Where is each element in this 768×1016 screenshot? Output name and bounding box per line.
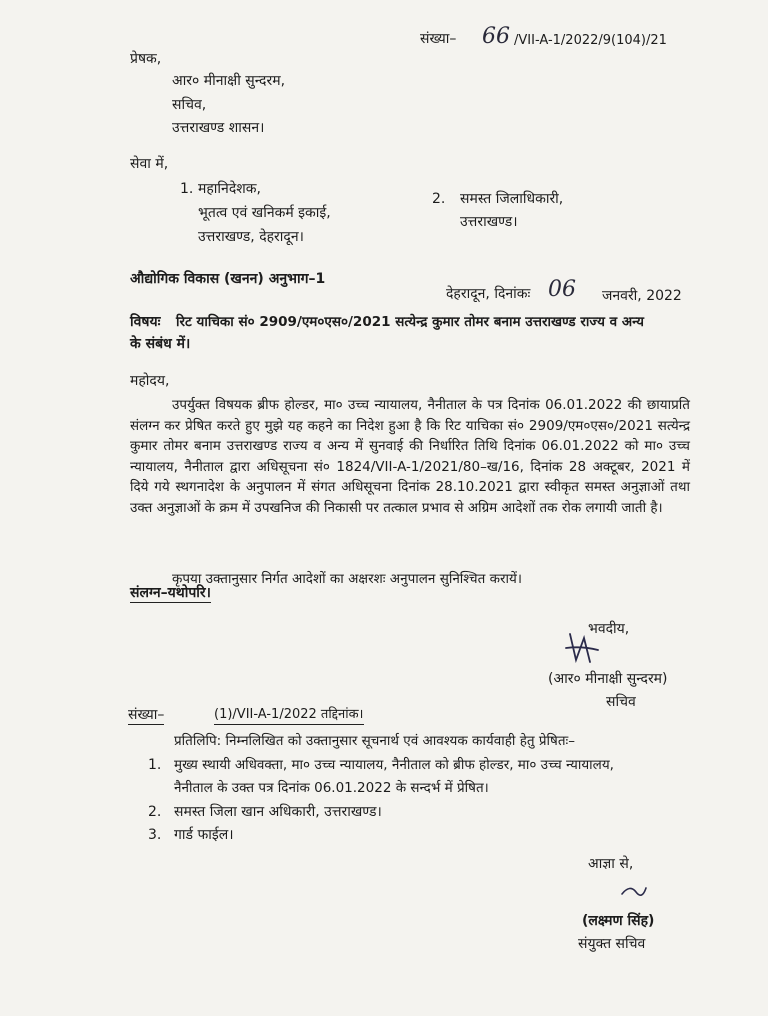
sender-name: आर० मीनाक्षी सुन्दरम, [172, 73, 286, 89]
copy-item-2-number: 2. [148, 804, 162, 820]
subject-label: विषयः [130, 314, 161, 330]
copy-item-1-line1: मुख्य स्थायी अधिवक्ता, मा० उच्च न्यायालय, नैनीताल को ब्रीफ होल्डर, मा० उच्च न्यायालय, [174, 757, 614, 773]
signature-mark-small [618, 880, 648, 900]
copy-item-3-number: 3. [148, 827, 162, 843]
department-section: औद्योगिक विकास (खनन) अनुभाग–1 [130, 271, 326, 287]
sankhya-label: संख्या– [420, 31, 457, 47]
closing-bhavdiya: भवदीय, [588, 621, 630, 637]
sender-office: उत्तराखण्ड शासन। [172, 120, 265, 136]
sankhya-number-handwritten: 66 [482, 24, 510, 49]
date-month-year: जनवरी, 2022 [602, 288, 682, 304]
salutation: महोदय, [130, 373, 170, 389]
enclosure-note: संलग्न–यथोपरि। [130, 585, 211, 601]
copy-item-1-line2: नैनीताल के उक्त पत्र दिनांक 06.01.2022 के सन्दर्भ में प्रेषित। [174, 780, 489, 796]
subject-line1: रिट याचिका सं० 2909/एम०एस०/2021 सत्येन्द्र कुमार तोमर बनाम उत्तराखण्ड राज्य व अन्य [176, 314, 644, 330]
signature-mark [562, 628, 602, 668]
copy-sankhya-reference: (1)/VII-A-1/2022 तद्दिनांक। [214, 706, 364, 725]
recipient-1-line3: उत्तराखण्ड, देहरादून। [198, 229, 304, 245]
recipient-1-number: 1. [180, 181, 194, 197]
copy-item-1-number: 1. [148, 757, 162, 773]
copy-item-2: समस्त जिला खान अधिकारी, उत्तराखण्ड। [174, 804, 382, 820]
recipient-2-line2: उत्तराखण्ड। [460, 214, 518, 230]
joint-secretary-name: (लक्ष्मण सिंह) [582, 913, 655, 929]
signatory-designation: सचिव [606, 694, 636, 710]
signatory-name: (आर० मीनाक्षी सुन्दरम) [548, 671, 668, 687]
joint-secretary-designation: संयुक्त सचिव [578, 936, 646, 952]
body-paragraph-1: उपर्युक्त विषयक ब्रीफ होल्डर, मा० उच्च न्यायालय, नैनीताल के पत्र दिनांक 06.01.2022 की छायाप्रति संलग्न कर प्रेषित करते हुए मुझे यह कहने का निदेश हुआ है कि रिट याचिका सं० 2909/एम०एस०/2021 सत्येन्द्र कुमार तोमर बनाम उत्तराखण्ड राज्य व अन्य में सुनवाई की निर्धारित तिथि दिनांक 06.01.2022 को मा० उच्च न्यायालय, नैनीताल द्वारा अधिसूचना सं० 1824/VII-A-1/2021/80–ख/16, दिनांक 28 अक्टूबर, 2021 में दिये गये स्थगनादेश के अनुपालन में संगत अधिसूचना दिनांक 28.10.2021 द्वारा स्वीकृत समस्त अनुज्ञाओं तथा उक्त अनुज्ञाओं के क्रम में उपखनिज की निकासी पर तत्काल प्रभाव से अग्रिम आदेशों तक रोक लगायी जाती है। [130, 397, 690, 516]
recipient-2-number: 2. [432, 191, 446, 207]
recipient-1-line2: भूतत्व एवं खनिकर्म इकाई, [198, 205, 331, 221]
body-paragraph-2: कृपया उक्तानुसार निर्गत आदेशों का अक्षरशः अनुपालन सुनिश्चित करायें। [172, 571, 522, 587]
sender-designation: सचिव, [172, 97, 207, 113]
date-day-handwritten: 06 [548, 277, 576, 302]
copy-intro: प्रतिलिपि: निम्नलिखित को उक्तानुसार सूचनार्थ एवं आवश्यक कार्यवाही हेतु प्रेषितः– [174, 733, 575, 749]
recipient-1-line1: महानिदेशक, [198, 181, 261, 197]
place-date-label: देहरादून, दिनांकः [446, 286, 531, 302]
sankhya-reference: /VII-A-1/2022/9(104)/21 [514, 33, 667, 48]
recipient-2-line1: समस्त जिलाधिकारी, [460, 191, 564, 207]
sender-label: प्रेषक, [130, 51, 162, 67]
recipients-label: सेवा में, [130, 156, 169, 172]
by-order-label: आज्ञा से, [588, 856, 634, 872]
copy-item-3: गार्ड फाईल। [174, 827, 234, 843]
subject-line2: के संबंध में। [130, 336, 191, 352]
copy-sankhya-label: संख्या– [128, 707, 165, 723]
